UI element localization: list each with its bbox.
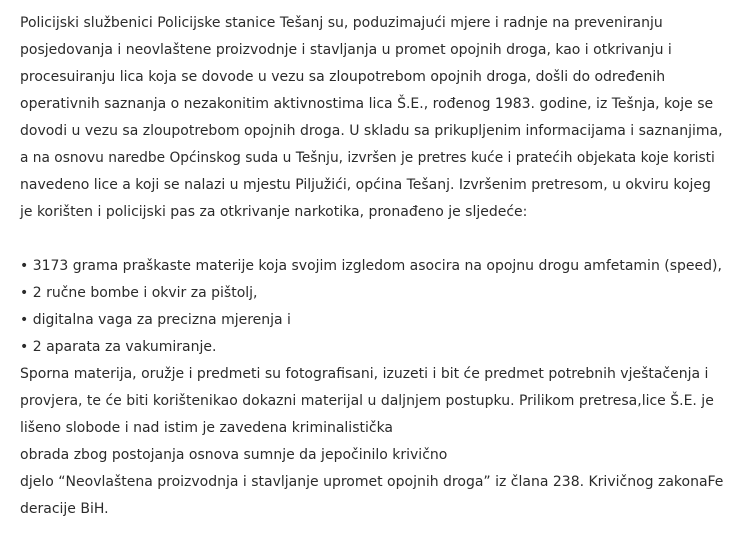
list-item-scale: • digitalna vaga za precizna mjerenja i [20, 312, 291, 328]
paragraph-2-line-6: deracije BiH. [20, 501, 109, 517]
paragraph-2-line-4: obrada zbog postojanja osnova sumnje da jepočinilo krivično [20, 447, 448, 463]
list-item-amphetamine: • 3173 grama praškaste materije koja svojim izgledom asocira na opojnu drogu amfetamin (speed), [20, 258, 722, 274]
paragraph-1-line-7: navedeno lice a koji se nalazi u mjestu Piljužići, općina Tešanj. Izvršenim pretresom, u okviru kojeg [20, 177, 711, 193]
list-item-vacuum: • 2 aparata za vakumiranje. [20, 339, 217, 355]
paragraph-2-line-2: provjera, te će biti korištenikao dokazni materijal u daljnjem postupku. Prilikom pretresa,lice Š.E. je [20, 393, 714, 409]
paragraph-1-line-5: dovodi u vezu sa zloupotrebom opojnih droga. U skladu sa prikupljenim informacijama i saznanjima, [20, 123, 723, 139]
paragraph-1-line-2: posjedovanja i neovlaštene proizvodnje i stavljanja u promet opojnih droga, kao i otkrivanju i [20, 42, 672, 58]
paragraph-1-line-1: Policijski službenici Policijske stanice Tešanj su, poduzimajući mjere i radnje na preveniranju [20, 15, 663, 31]
paragraph-2-line-5: djelo “Neovlaštena proizvodnja i stavljanje upromet opojnih droga” iz člana 238. Krivičnog zakonaFe [20, 474, 724, 490]
paragraph-1-line-4: operativnih saznanja o nezakonitim aktivnostima lica Š.E., rođenog 1983. godine, iz Tešnja, koje se [20, 96, 714, 112]
paragraph-1-line-8: je korišten i policijski pas za otkrivanje narkotika, pronađeno je sljedeće: [20, 204, 528, 220]
paragraph-1-line-3: procesuiranju lica koja se dovode u vezu sa zloupotrebom opojnih droga, došli do određenih [20, 69, 666, 85]
list-item-bombs: • 2 ručne bombe i okvir za pištolj, [20, 285, 258, 301]
paragraph-1-line-6: a na osnovu naredbe Općinskog suda u Tešnju, izvršen je pretres kuće i pratećih objekata koje koristi [20, 150, 715, 166]
paragraph-2-line-3: lišeno slobode i nad istim je zavedena kriminalistička [20, 420, 394, 436]
paragraph-2-line-1: Sporna materija, oružje i predmeti su fotografisani, izuzeti i bit će predmet potrebnih vještačenja i [20, 366, 709, 382]
